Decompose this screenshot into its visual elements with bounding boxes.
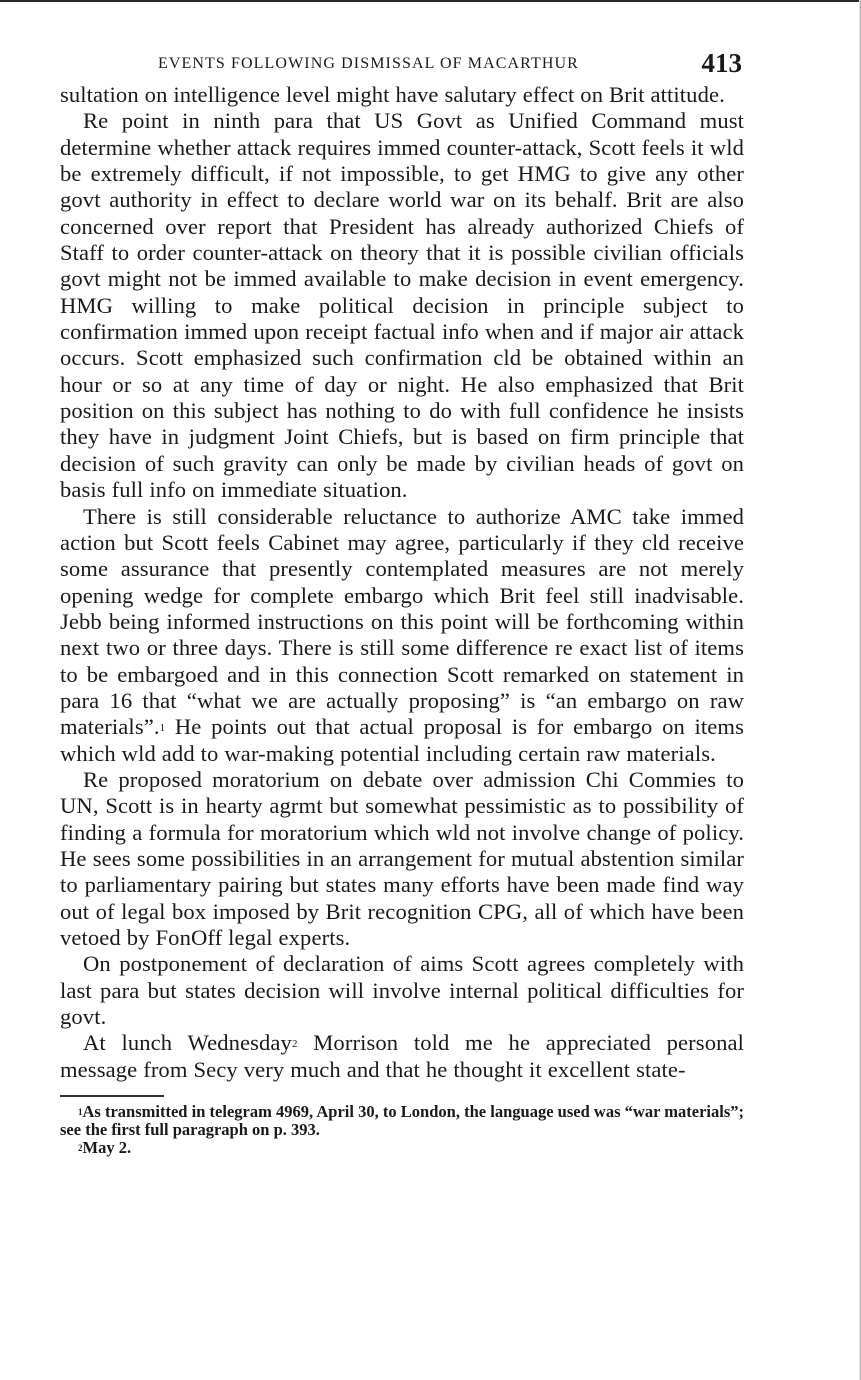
paragraph-lunch-text-continued: Morrison told me he appreciated personal message from Secy very much and that he thought it excellent state- <box>60 1030 744 1082</box>
footnote-marker-1: 1 <box>78 1106 83 1117</box>
footnote-2-text: May 2. <box>82 1137 132 1157</box>
paragraph-embargo-text: There is still considerable reluctance to authorize AMC take immed action but Scott feels Cabinet may agree, particularly if they cld receive some assurance that presently contemplated measures are not merely opening wedge for complete embargo which Brit feel still inadvisable. Jebb being informed instructions on this point will be forthcoming within next two or three days. There is still some difference re exact list of items to be embargoed and in this connection Scott remarked on statement in para 16 that “what we are actually proposing” is “an embargo on raw materials”. <box>60 503 744 740</box>
footnote-1-text: As transmitted in telegram 4969, April 30, to London, the language used was “war materials”; see the first full paragraph on p. 393. <box>60 1101 744 1139</box>
paragraph-continued: sultation on intelligence level might have salutary effect on Brit attitude. <box>60 82 725 107</box>
document-page <box>60 48 744 1157</box>
running-header <box>60 48 744 82</box>
body-text <box>60 82 744 1083</box>
footnotes <box>60 1103 744 1157</box>
page-top-edge <box>0 0 861 2</box>
paragraph-moratorium: Re proposed moratorium on debate over admission Chi Commies to UN, Scott is in hearty agrmt but somewhat pessimistic as to possibility of finding a formula for moratorium which wld not involve change of policy. He sees some possibilities in an arrangement for mutual abstention similar to parliamentary pairing but states many efforts have been made find way out of legal box imposed by Brit recognition CPG, all of which have been vetoed by FonOff legal experts. <box>60 766 744 950</box>
footnote-marker-2: 2 <box>78 1142 83 1153</box>
page-number: 413 <box>701 48 742 78</box>
paragraph-embargo-text-continued: He points out that actual proposal is for embargo on items which wld add to war-making potential including certain raw materials. <box>60 714 744 766</box>
paragraph-declaration-of-aims: On postponement of declaration of aims Scott agrees completely with last para but states decision will involve internal political difficulties for govt. <box>60 951 744 1030</box>
footnote-divider <box>60 1095 164 1097</box>
paragraph-lunch-text: At lunch Wednesday <box>83 1030 292 1056</box>
footnote-2 <box>60 1139 744 1157</box>
footnote-ref-2[interactable]: 2 <box>291 1038 298 1051</box>
paragraph-lunch <box>60 1030 744 1083</box>
footnote-1 <box>60 1103 744 1139</box>
footnote-ref-1[interactable]: 1 <box>159 722 166 735</box>
running-title: EVENTS FOLLOWING DISMISSAL OF MACARTHUR <box>158 55 579 72</box>
paragraph-embargo <box>60 504 744 767</box>
paragraph-unified-command: Re point in ninth para that US Govt as Unified Command must determine whether attack requires immed counter-attack, Scott feels it wld be extremely difficult, if not impossible, to get HMG to give any other govt authority in effect to declare world war on its behalf. Brit are also concerned over report that President has already authorized Chiefs of Staff to order counter-attack on theory that it is possible civilian officials govt might not be immed available to make decision in event emergency. HMG willing to make political decision in principle subject to confirmation immed upon receipt factual info when and if major air attack occurs. Scott emphasized such confirmation cld be obtained within an hour or so at any time of day or night. He also emphasized that Brit position on this subject has nothing to do with full confidence he insists they have in judgment Joint Chiefs, but is based on firm principle that decision of such gravity can only be made by civilian heads of govt on basis full info on immediate situation. <box>60 108 744 503</box>
